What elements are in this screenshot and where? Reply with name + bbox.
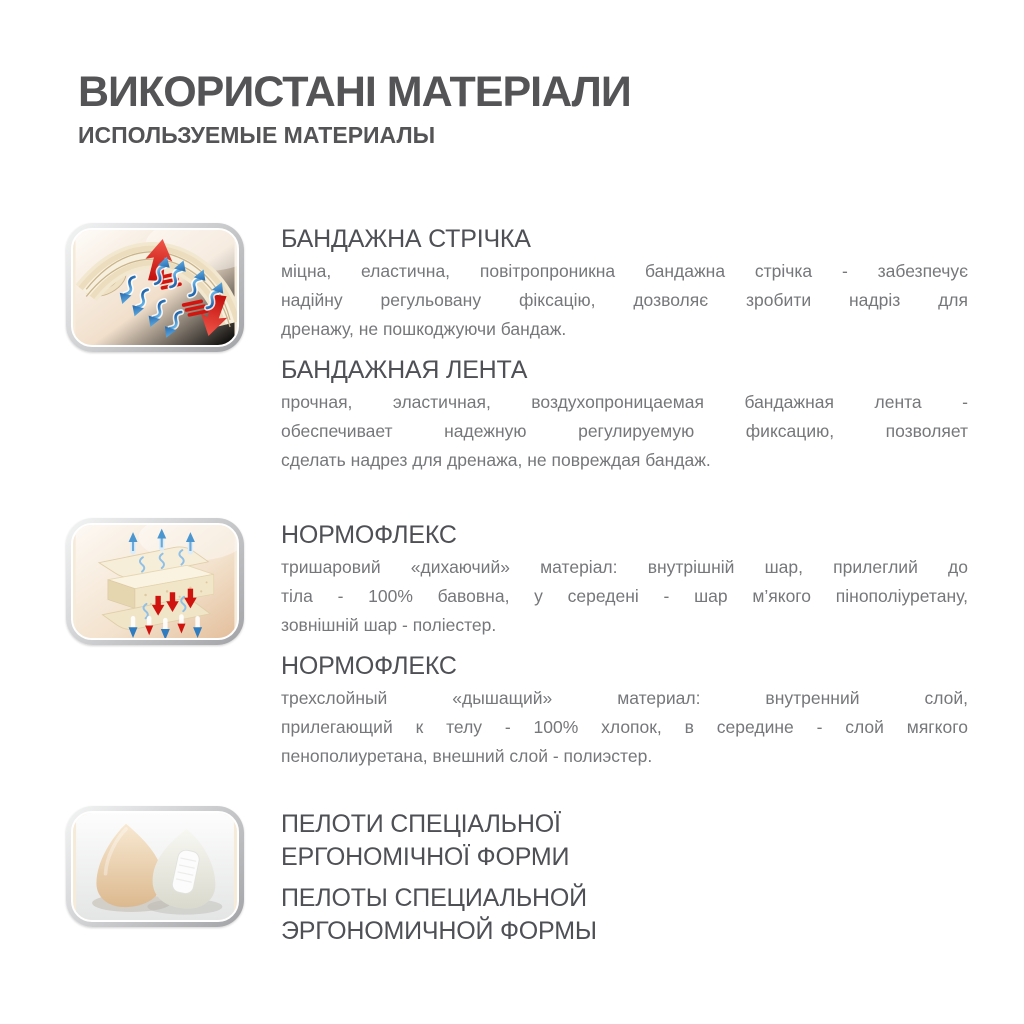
body-line: тришаровий «дихаючий» матеріал: внутрішній шар, прилеглий до	[281, 557, 968, 577]
bandage-tape-image	[73, 230, 237, 345]
body-line: трехслойный «дышащий» материал: внутренний слой,	[281, 688, 968, 708]
bandage-tape-illustration	[66, 223, 244, 352]
heading-line: ЕРГОНОМІЧНОЇ ФОРМИ	[281, 843, 570, 871]
section-normoflex	[281, 520, 968, 771]
pelots-illustration-frame	[71, 811, 239, 922]
body-line: дренажу, не пошкоджуючи бандаж.	[281, 319, 567, 339]
body-line: зовнішній шар - поліестер.	[281, 615, 497, 635]
heading-line: ЭРГОНОМИЧНОЙ ФОРМЫ	[281, 917, 597, 945]
heading-line: ПЕЛОТЫ СПЕЦИАЛЬНОЙ	[281, 884, 587, 912]
normoflex-illustration-frame	[71, 523, 239, 640]
pelots-illustration	[66, 806, 244, 927]
normoflex-layers-image	[73, 525, 237, 638]
section-body-uk	[281, 553, 968, 640]
body-line: міцна, еластична, повітропроникна бандажна стрічка - забезпечує	[281, 261, 968, 281]
body-line: надійну регульовану фіксацію, дозволяє зробити надріз для	[281, 290, 968, 310]
section-ru	[281, 355, 968, 475]
page-title: ВИКОРИСТАНІ МАТЕРІАЛИ	[78, 68, 631, 116]
body-line: пенополиуретана, внешний слой - полиэстер.	[281, 746, 653, 766]
section-body-uk	[281, 257, 968, 344]
section-bandage-tape	[281, 224, 968, 475]
section-heading-uk: БАНДАЖНА СТРІЧКА	[281, 225, 531, 253]
page-subtitle: ИСПОЛЬЗУЕМЫЕ МАТЕРИАЛЫ	[78, 122, 436, 148]
body-line: тіла - 100% бавовна, у середені - шар м’якого пінополіуретану,	[281, 586, 968, 606]
section-body-ru	[281, 684, 968, 771]
pelots-heading-ru	[281, 882, 968, 948]
body-line: обеспечивает надежную регулируемую фиксацию, позволяет	[281, 421, 968, 441]
heading-line: ПЕЛОТИ СПЕЦІАЛЬНОЇ	[281, 810, 561, 838]
section-heading-ru: БАНДАЖНАЯ ЛЕНТА	[281, 356, 528, 384]
section-heading-uk: НОРМОФЛЕКС	[281, 521, 457, 549]
pelots-heading-uk	[281, 808, 968, 874]
body-line: прилегающий к телу - 100% хлопок, в середине - слой мягкого	[281, 717, 968, 737]
pelots-photo	[73, 813, 237, 920]
normoflex-layers-illustration	[66, 518, 244, 645]
bandage-tape-illustration-frame	[71, 228, 239, 347]
body-line: прочная, эластичная, воздухопроницаемая бандажная лента -	[281, 392, 968, 412]
section-pelots	[281, 808, 968, 948]
body-line: сделать надрез для дренажа, не повреждая бандаж.	[281, 450, 711, 470]
section-heading-ru: НОРМОФЛЕКС	[281, 652, 457, 680]
section-body-ru	[281, 388, 968, 475]
section-ru	[281, 651, 968, 771]
